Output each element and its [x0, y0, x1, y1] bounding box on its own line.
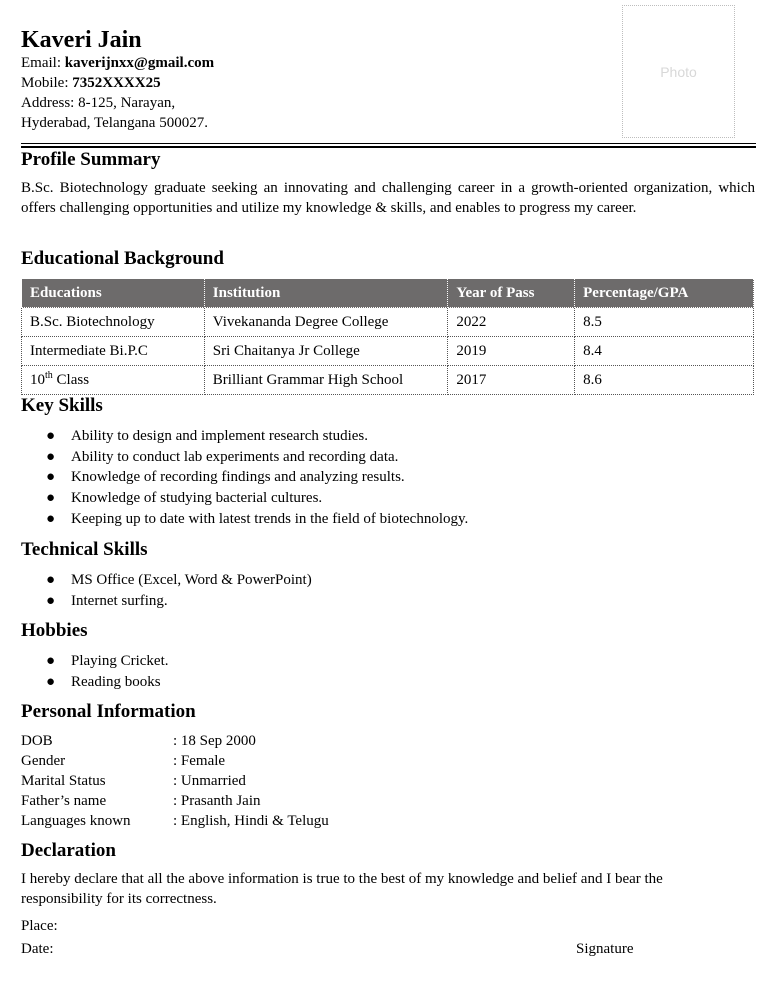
list-item: ● Knowledge of recording findings and analyzing results. [21, 467, 468, 488]
address-line-2: Hyderabad, Telangana 500027. [21, 115, 208, 131]
hobbies-heading: Hobbies [21, 620, 88, 641]
profile-summary-heading: Profile Summary [21, 149, 161, 170]
bullet-icon: ● [46, 572, 56, 588]
bullet-icon: ● [46, 510, 56, 527]
column-header-percentage: Percentage/GPA [575, 279, 754, 308]
bullet-icon: ● [46, 673, 56, 690]
column-header-institution: Institution [204, 279, 448, 308]
mobile-value: 7352XXXX25 [72, 75, 161, 91]
cell-education: 10th Class [22, 366, 205, 395]
place-label: Place: [21, 918, 58, 934]
column-header-educations: Educations [22, 279, 205, 308]
contact-block [21, 53, 214, 133]
list-item: ● Knowledge of studying bacterial cultures. [21, 488, 468, 509]
cell-percentage: 8.4 [575, 337, 754, 366]
education-heading: Educational Background [21, 248, 224, 269]
technical-skills-list [21, 570, 312, 611]
list-item: ● Playing Cricket. [21, 651, 169, 672]
email-value: kaverijnxx@gmail.com [64, 55, 215, 71]
bullet-icon: ● [46, 428, 56, 444]
education-table-header [22, 279, 754, 308]
mobile-label: Mobile: [21, 75, 69, 91]
cell-year: 2017 [448, 366, 575, 395]
personal-row-dob: DOB : 18 Sep 2000 [21, 733, 256, 749]
address-line-1: Address: 8-125, Narayan, [21, 95, 176, 111]
key-skills-list [21, 426, 468, 530]
email-label: Email: [21, 55, 61, 71]
cell-education: Intermediate Bi.P.C [22, 337, 205, 366]
personal-row-marital-status: Marital Status : Unmarried [21, 773, 246, 789]
email-line [21, 53, 214, 73]
bullet-icon: ● [46, 490, 56, 507]
personal-row-languages: Languages known : English, Hindi & Telugu [21, 813, 329, 829]
hobbies-list [21, 651, 169, 692]
list-item: ● Reading books [21, 672, 169, 693]
signature-label: Signature [576, 941, 634, 957]
table-row [22, 337, 754, 366]
table-row [22, 366, 754, 395]
declaration-heading: Declaration [21, 840, 116, 861]
declaration-text: I hereby declare that all the above information is true to the best of my knowledge and belief and I bear the responsibility for its correctness. [21, 871, 663, 907]
date-label: Date: [21, 941, 54, 957]
personal-info-table [21, 731, 329, 831]
personal-row-fathers-name: Father’s name : Prasanth Jain [21, 793, 261, 809]
cell-percentage: 8.6 [575, 366, 754, 395]
photo-placeholder: Photo [622, 5, 735, 138]
list-item: ● Keeping up to date with latest trends in the field of biotechnology. [21, 509, 468, 530]
cell-percentage: 8.5 [575, 308, 754, 337]
mobile-line [21, 73, 214, 93]
cell-year: 2019 [448, 337, 575, 366]
profile-summary-text: B.Sc. Biotechnology graduate seeking an innovating and challenging career in a growth-oriented organization, which offers challenging opportunities and utilize my knowledge & skills, and enables to progress my career. [21, 180, 755, 216]
key-skills-heading: Key Skills [21, 395, 103, 416]
list-item: ● Ability to conduct lab experiments and recording data. [21, 447, 468, 468]
bullet-icon: ● [46, 469, 56, 486]
cell-institution: Sri Chaitanya Jr College [204, 337, 448, 366]
cell-institution: Brilliant Grammar High School [204, 366, 448, 395]
header-divider-thin [21, 143, 756, 144]
bullet-icon: ● [46, 592, 56, 609]
cell-year: 2022 [448, 308, 575, 337]
personal-info-heading: Personal Information [21, 701, 196, 722]
list-item: ● Ability to design and implement research studies. [21, 426, 468, 447]
cell-institution: Vivekananda Degree College [204, 308, 448, 337]
cell-education: B.Sc. Biotechnology [22, 308, 205, 337]
list-item: ● MS Office (Excel, Word & PowerPoint) [21, 570, 312, 591]
column-header-year-of-pass: Year of Pass [448, 279, 575, 308]
education-table [21, 278, 754, 395]
candidate-name: Kaveri Jain [21, 27, 142, 53]
table-row [22, 308, 754, 337]
technical-skills-heading: Technical Skills [21, 539, 148, 560]
list-item: ● Internet surfing. [21, 591, 312, 612]
bullet-icon: ● [46, 448, 56, 465]
bullet-icon: ● [46, 653, 56, 669]
personal-row-gender: Gender : Female [21, 753, 226, 769]
